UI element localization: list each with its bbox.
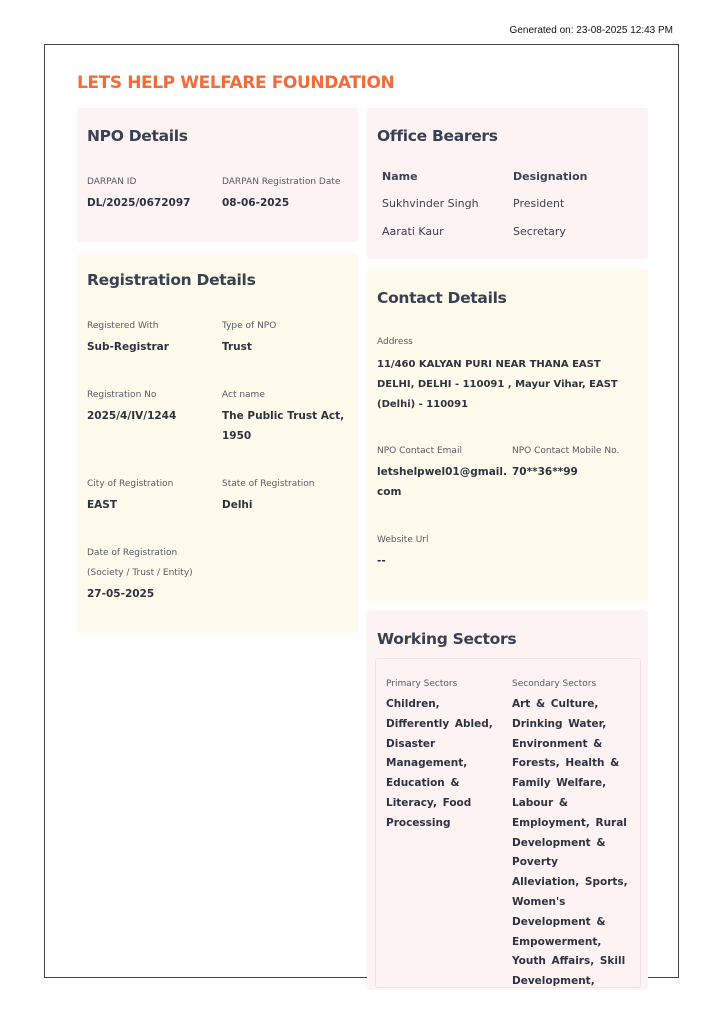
registration-details-card — [77, 253, 358, 633]
registration-date-sublabel: (Society / Trust / Entity) — [87, 568, 193, 578]
npo-type-label: Type of NPO — [222, 321, 277, 331]
document-frame — [44, 44, 679, 988]
darpan-reg-date-value: 08-06-2025 — [222, 197, 290, 209]
sectors-table — [375, 658, 641, 988]
city-label: City of Registration — [87, 479, 174, 489]
contact-mobile-label: NPO Contact Mobile No. — [512, 446, 620, 456]
npo-details-card — [77, 108, 358, 242]
bearer-designation: President — [513, 197, 565, 210]
contact-email-value: letshelpwel01@gmail.com — [377, 466, 507, 498]
bearer-designation: Secretary — [513, 225, 566, 238]
secondary-sectors-label: Secondary Sectors — [512, 679, 597, 689]
npo-type-value: Trust — [222, 341, 252, 353]
darpan-id-label: DARPAN ID — [87, 177, 137, 187]
website-value: -- — [377, 555, 386, 567]
address-value: 11/460 KALYAN PURI NEAR THANA EAST DELHI, DELHI - 110091 , Mayur Vihar, EAST (Delhi) - 110091 — [377, 359, 618, 410]
bearer-designation-header: Designation — [513, 170, 588, 183]
npo-details-title: NPO Details — [87, 127, 188, 145]
darpan-reg-date-label: DARPAN Registration Date — [222, 177, 341, 187]
state-value: Delhi — [222, 499, 253, 511]
office-bearers-title: Office Bearers — [377, 127, 498, 145]
state-label: State of Registration — [222, 479, 315, 489]
working-sectors-title: Working Sectors — [377, 630, 517, 648]
website-label: Website Url — [377, 535, 429, 545]
secondary-sectors-value: Art & Culture, Drinking Water, Environment & Forests, Health & Family Welfare, Labour & Employment, Rural Development & Poverty Alleviation, Sports, Women's Development & Empowerment, Youth Affairs, Skill Development, — [512, 698, 628, 988]
act-name-label: Act name — [222, 390, 265, 400]
registered-with-value: Sub-Registrar — [87, 341, 169, 353]
office-bearers-card — [367, 108, 648, 259]
registration-date-label: Date of Registration — [87, 548, 178, 558]
city-value: EAST — [87, 499, 118, 511]
contact-mobile-value: 70**36**99 — [512, 466, 578, 478]
darpan-id-value: DL/2025/0672097 — [87, 197, 191, 209]
working-sectors-card — [367, 610, 648, 990]
registration-date-value: 27-05-2025 — [87, 588, 155, 600]
registered-with-label: Registered With — [87, 321, 159, 331]
bearer-name: Aarati Kaur — [382, 225, 444, 238]
registration-no-value: 2025/4/IV/1244 — [87, 410, 177, 422]
contact-details-title: Contact Details — [377, 289, 507, 307]
organization-name: LETS HELP WELFARE FOUNDATION — [77, 73, 395, 93]
registration-no-label: Registration No — [87, 390, 157, 400]
primary-sectors-label: Primary Sectors — [386, 679, 458, 689]
registration-details-title: Registration Details — [87, 271, 256, 289]
contact-details-card — [367, 269, 648, 601]
contact-email-label: NPO Contact Email — [377, 446, 462, 456]
bearer-name-header: Name — [382, 170, 418, 183]
address-label: Address — [377, 337, 413, 347]
generated-timestamp: Generated on: 23-08-2025 12:43 PM — [509, 25, 673, 36]
bearer-name: Sukhvinder Singh — [382, 197, 479, 210]
primary-sectors-value: Children, Differently Abled, Disaster Management, Education & Literacy, Food Processing — [386, 698, 493, 829]
act-name-value: The Public Trust Act, 1950 — [222, 410, 345, 442]
